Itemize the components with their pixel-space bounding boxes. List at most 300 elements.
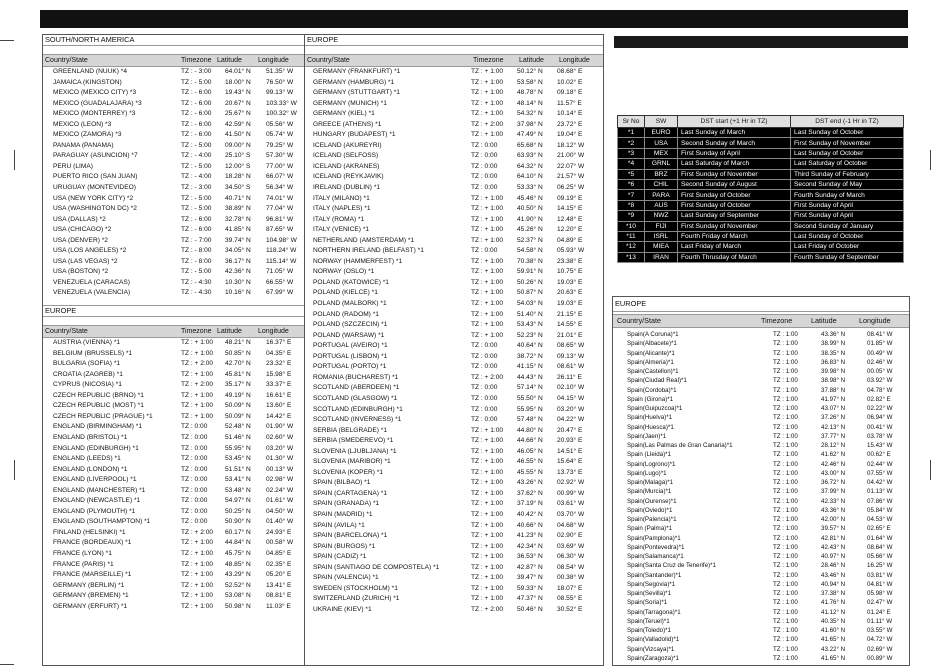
longitude-cell: 19.03° E <box>557 300 583 308</box>
longitude-cell: 05.56° W <box>266 120 294 128</box>
table-row <box>305 457 603 468</box>
timezone-cell: TZ : + 1:00 <box>471 532 504 540</box>
dst-start-cell: First Sunday of November <box>678 169 791 179</box>
timezone-cell: TZ : 1:00 <box>773 460 798 468</box>
table-row <box>305 162 603 173</box>
dst-end-cell: Last Friday of October <box>791 242 904 252</box>
country-cell: Spain(Santander)*1 <box>627 571 682 579</box>
longitude-cell: 100.32° W <box>266 110 297 118</box>
latitude-cell: 40.66° N <box>517 521 543 529</box>
timezone-cell: TZ : 1:00 <box>773 395 798 403</box>
longitude-cell: 19.03° E <box>557 278 583 286</box>
country-cell: GERMANY (FRANKFURT) *1 <box>313 68 401 75</box>
table-row <box>613 386 909 395</box>
latitude-cell: 09.00° N <box>225 141 251 149</box>
country-cell: GERMANY (KIEL) *1 <box>313 110 375 118</box>
country-cell: Spain(Huelva)*1 <box>627 414 673 422</box>
longitude-cell: 57.30° W <box>266 152 294 160</box>
country-cell: NORWAY (OSLO) *1 <box>313 268 375 276</box>
dst-sw-cell: PARA <box>645 190 678 200</box>
longitude-cell: 08.81° E <box>266 592 292 600</box>
timezone-cell: TZ : + 1:00 <box>471 215 504 223</box>
timezone-cell: TZ : 1:00 <box>773 608 798 616</box>
country-cell: Spain(Malaga)*1 <box>627 479 674 486</box>
country-cell: UKRAINE (KIEV) *1 <box>313 605 372 613</box>
longitude-cell: 08.68° E <box>557 68 583 75</box>
timezone-cell: TZ : 0:00 <box>181 444 208 452</box>
table-row <box>613 617 909 626</box>
dst-row <box>618 252 904 262</box>
table-row <box>43 257 305 268</box>
section-title-europe-mid: EUROPE <box>305 35 603 46</box>
longitude-cell: 00.99° W <box>557 489 585 497</box>
timezone-cell: TZ : + 1:00 <box>471 331 504 339</box>
longitude-cell: 96.81° W <box>266 215 294 223</box>
longitude-cell: 77.00° W <box>266 162 294 170</box>
latitude-cell: 57.14° N <box>517 384 543 392</box>
table-row <box>305 310 603 321</box>
country-cell: ICELAND (AKUREYRI) <box>313 141 382 149</box>
dst-srno-cell: *8 <box>618 200 645 210</box>
latitude-cell: 52.23° N <box>517 331 543 339</box>
longitude-cell: 01.40° W <box>266 518 294 526</box>
table-row <box>305 130 603 141</box>
table-row <box>613 524 909 533</box>
dst-row <box>618 159 904 169</box>
timezone-cell: TZ : + 1:00 <box>471 257 504 265</box>
dst-sw-cell: GRNL <box>645 159 678 169</box>
table-row <box>43 433 305 444</box>
latitude-cell: 45.26° N <box>517 226 543 234</box>
latitude-cell: 42.70° N <box>225 360 251 368</box>
timezone-cell: TZ : 1:00 <box>773 571 798 579</box>
latitude-cell: 43.26° N <box>517 479 543 487</box>
timezone-cell: TZ : - 5:00 <box>181 205 212 213</box>
country-cell: ENGLAND (EDINBURGH) *1 <box>53 444 139 452</box>
timezone-cell: TZ : + 1:00 <box>471 553 504 561</box>
country-cell: ROMANIA (BUCHAREST) *1 <box>313 373 399 381</box>
table-row <box>43 507 305 518</box>
country-cell: ENGLAND (SOUTHAMPTON) *1 <box>53 518 151 526</box>
table-row <box>43 570 305 581</box>
table-row <box>305 584 603 595</box>
timezone-cell: TZ : + 2:00 <box>471 120 504 128</box>
dst-srno-cell: *2 <box>618 138 645 148</box>
timezone-cell: TZ : 1:00 <box>773 358 798 366</box>
country-cell: POLAND (KATOWICE) *1 <box>313 278 389 286</box>
table-row <box>43 517 305 528</box>
table-row <box>305 215 603 226</box>
timezone-cell: TZ : + 1:00 <box>471 310 504 318</box>
timezone-cell: TZ : 0:00 <box>471 173 498 181</box>
country-cell: Spain(Las Palmas de Gran Canaria)*1 <box>627 442 733 449</box>
timezone-cell: TZ : + 1:00 <box>471 510 504 518</box>
header-timezone: Timezone <box>181 328 212 336</box>
table-row <box>613 561 909 570</box>
table-row <box>613 608 909 617</box>
country-cell: Spain(Oviedo)*1 <box>627 506 673 514</box>
latitude-cell: 45.46° N <box>517 194 543 202</box>
longitude-cell: 09.13° W <box>557 352 585 360</box>
table-row <box>613 580 909 589</box>
latitude-cell: 43.22° N <box>821 645 846 653</box>
table-row <box>43 204 305 215</box>
longitude-cell: 67.99° W <box>266 289 294 297</box>
country-cell: GERMANY (HAMBURG) *1 <box>313 78 395 86</box>
latitude-cell: 37.77° N <box>821 432 846 440</box>
timezone-cell: TZ : 1:00 <box>773 636 798 644</box>
country-cell: SCOTLAND (GLASGOW) *1 <box>313 394 398 402</box>
table-row <box>613 413 909 422</box>
country-cell: PORTUGAL (LISBON) *1 <box>313 352 388 360</box>
timezone-cell: TZ : - 8:00 <box>181 257 212 265</box>
country-cell: PORTUGAL (PORTO) *1 <box>313 363 387 371</box>
country-cell: Spain(Castellon)*1 <box>627 368 679 375</box>
longitude-cell: 00.89° W <box>867 654 893 662</box>
country-cell: ITALY (ROMA) *1 <box>313 215 365 223</box>
country-cell: Spain(Sevilla)*1 <box>627 590 672 597</box>
country-cell: SERBIA (SMEDEREVO) *1 <box>313 437 394 445</box>
country-cell: Spain(Zaragoza)*1 <box>627 654 679 662</box>
longitude-cell: 01.90° W <box>266 423 294 431</box>
timezone-cell: TZ : 1:00 <box>773 405 798 412</box>
country-cell: Spain(Almeria)*1 <box>627 358 674 366</box>
country-cell: GREECE (ATHENS) *1 <box>313 120 382 128</box>
country-cell: SCOTLAND (EDINBURGH) *1 <box>313 405 403 413</box>
longitude-cell: 115.14° W <box>266 257 297 265</box>
country-cell: Spain(Albacete)*1 <box>627 340 677 348</box>
country-cell: Spain(Pontevedra)*1 <box>627 543 685 551</box>
timezone-cell: TZ : 1:00 <box>773 497 798 505</box>
country-cell: Spain(Santa Cruz de Tenerife)*1 <box>627 562 716 570</box>
header-latitude: Latitude <box>519 57 544 64</box>
timezone-cell: TZ : + 1:00 <box>181 571 214 579</box>
country-cell: USA (WASHINGTON DC) *2 <box>53 205 137 213</box>
longitude-cell: 14.51° E <box>557 447 583 455</box>
country-cell: Spain(Ciudad Real)*1 <box>627 377 687 385</box>
timezone-cell: TZ : + 1:00 <box>181 370 214 378</box>
dst-sw-cell: IRAN <box>645 252 678 262</box>
timezone-cell: TZ : 1:00 <box>773 590 798 597</box>
timezone-cell: TZ : 0:00 <box>471 352 498 360</box>
table-row <box>43 183 305 194</box>
longitude-cell: 15.64° E <box>557 458 583 466</box>
country-cell: ENGLAND (LIVERPOOL) *1 <box>53 476 137 484</box>
country-cell: AUSTRIA (VIENNA) *1 <box>53 339 121 347</box>
table-row <box>613 635 909 644</box>
timezone-cell: TZ : + 1:00 <box>471 131 504 139</box>
dst-row <box>618 231 904 241</box>
dst-srno-cell: *4 <box>618 159 645 169</box>
dst-start-cell: Fourth Friday of March <box>678 231 791 241</box>
timezone-cell: TZ : 1:00 <box>773 617 798 625</box>
table-row <box>305 183 603 194</box>
table-row <box>305 288 603 299</box>
timezone-cell: TZ : + 1:00 <box>181 560 214 568</box>
latitude-cell: 55.50° N <box>517 394 543 402</box>
table-row <box>305 468 603 479</box>
table-row <box>613 376 909 385</box>
dst-header-srno: Sr No <box>618 116 645 128</box>
longitude-cell: 01.61° W <box>266 497 294 505</box>
dst-srno-cell: *12 <box>618 242 645 252</box>
timezone-cell: TZ : + 1:00 <box>471 458 504 466</box>
timezone-cell: TZ : 0:00 <box>181 486 208 494</box>
latitude-cell: 54.32° N <box>517 110 543 118</box>
longitude-cell: 118.24° W <box>266 247 297 255</box>
timezone-cell: TZ : + 1:00 <box>181 592 214 600</box>
longitude-cell: 02.69° W <box>867 645 893 653</box>
country-cell: Spain(Teruel)*1 <box>627 617 670 625</box>
latitude-cell: 43.29° N <box>225 571 251 579</box>
country-cell: BULGARIA (SOFIA) *1 <box>53 360 121 368</box>
left-panel <box>42 34 306 666</box>
latitude-cell: 40.97° N <box>821 553 846 560</box>
longitude-cell: 74.01° W <box>266 194 294 202</box>
latitude-cell: 43.07° N <box>821 405 846 412</box>
longitude-cell: 01.64° W <box>867 534 893 542</box>
timezone-cell: TZ : 0:00 <box>181 497 208 505</box>
dst-end-cell: Fourth Sunday of September <box>791 252 904 262</box>
table-row <box>43 225 305 236</box>
middle-panel <box>304 34 604 666</box>
longitude-cell: 20.63° E <box>557 289 583 297</box>
spain-panel <box>612 296 910 666</box>
table-row <box>43 560 305 571</box>
latitude-cell: 59.33° N <box>517 584 543 592</box>
timezone-cell: TZ : 0:00 <box>471 141 498 149</box>
table-row <box>613 450 909 459</box>
latitude-cell: 44.84° N <box>225 539 251 547</box>
latitude-cell: 54.97° N <box>225 497 251 505</box>
longitude-cell: 26.11° E <box>557 373 582 381</box>
section-title-europe-right: EUROPE <box>613 297 909 312</box>
longitude-cell: 12.48° E <box>557 215 583 223</box>
timezone-cell: TZ : + 1:00 <box>181 412 214 420</box>
header-country: Country/State <box>45 57 88 64</box>
country-cell: SPAIN (GRANADA) *1 <box>313 500 380 508</box>
section-title-americas: SOUTH/NORTH AMERICA <box>43 35 305 46</box>
timezone-cell: TZ : - 7:00 <box>181 236 212 244</box>
country-cell: MEXICO (MEXICO CITY) *3 <box>53 89 137 97</box>
country-cell: FRANCE (LYON) *1 <box>53 549 112 557</box>
longitude-cell: 09.18° E <box>557 89 583 97</box>
latitude-cell: 36.72° N <box>821 479 846 486</box>
table-row <box>43 267 305 278</box>
dst-end-cell: Last Saturday of October <box>791 159 904 169</box>
timezone-cell: TZ : - 6:00 <box>181 89 212 97</box>
longitude-cell: 18.07° E <box>557 584 583 592</box>
timezone-cell: TZ : 1:00 <box>773 331 798 338</box>
longitude-cell: 00.05° W <box>867 368 893 375</box>
longitude-cell: 76.50° W <box>266 78 294 86</box>
country-cell: ITALY (NAPLES) *1 <box>313 205 371 213</box>
longitude-cell: 16.61° E <box>266 391 292 399</box>
table-row <box>43 130 305 141</box>
timezone-cell: TZ : 1:00 <box>773 368 798 375</box>
latitude-cell: 46.55° N <box>517 458 543 466</box>
country-cell: GREENLAND (NUUK) *4 <box>53 68 128 75</box>
dst-sw-cell: CHIL <box>645 179 678 189</box>
timezone-cell: TZ : 1:00 <box>773 654 798 662</box>
timezone-cell: TZ : 1:00 <box>773 340 798 348</box>
country-cell: Spain(Vizcaya)*1 <box>627 645 675 653</box>
country-cell: Spain(Soria)*1 <box>627 599 668 607</box>
latitude-cell: 42.81° N <box>821 534 846 542</box>
longitude-cell: 07.86° W <box>867 497 893 505</box>
timezone-cell: TZ : + 1:00 <box>471 426 504 434</box>
dst-row <box>618 179 904 189</box>
latitude-cell: 43.36° N <box>821 331 846 338</box>
table-row <box>613 358 909 367</box>
dst-srno-cell: *3 <box>618 148 645 158</box>
latitude-cell: 43.00° N <box>821 469 846 477</box>
longitude-cell: 24.93° E <box>266 528 292 536</box>
latitude-cell: 57.48° N <box>517 416 543 424</box>
latitude-cell: 41.62° N <box>821 451 846 459</box>
longitude-cell: 21.57° W <box>557 173 585 181</box>
longitude-cell: 02.35° E <box>266 560 292 568</box>
timezone-cell: TZ : 0:00 <box>181 423 208 431</box>
table-row <box>43 349 305 360</box>
table-row <box>305 257 603 268</box>
country-cell: FRANCE (PARIS) *1 <box>53 560 114 568</box>
dst-start-cell: First Sunday of October <box>678 190 791 200</box>
longitude-cell: 01.24° E <box>867 608 891 616</box>
table-row <box>305 278 603 289</box>
timezone-cell: TZ : 0:00 <box>471 247 498 255</box>
timezone-cell: TZ : + 2:00 <box>181 381 214 389</box>
timezone-cell: TZ : + 1:00 <box>181 349 214 357</box>
dst-end-cell: First Sunday of April <box>791 211 904 221</box>
timezone-cell: TZ : 0:00 <box>471 152 498 160</box>
longitude-cell: 08.64° W <box>867 543 893 551</box>
timezone-cell: TZ : 0:00 <box>181 455 208 463</box>
latitude-cell: 41.76° N <box>821 599 846 607</box>
latitude-cell: 50.25° N <box>225 507 251 515</box>
country-cell: USA (LOS ANGELES) *2 <box>53 247 127 255</box>
country-cell: POLAND (WARSAW) *1 <box>313 331 385 339</box>
country-cell: FRANCE (MARSEILLE) *1 <box>53 571 132 579</box>
longitude-cell: 77.04° W <box>266 205 294 213</box>
country-cell: SPAIN (SANTIAGO DE COMPOSTELA) *1 <box>313 563 440 571</box>
timezone-cell: TZ : 1:00 <box>773 534 798 542</box>
country-cell: PANAMA (PANAMA) <box>53 141 114 149</box>
latitude-cell: 47.37° N <box>517 595 543 603</box>
table-row <box>613 469 909 478</box>
latitude-cell: 40.35° N <box>821 617 846 625</box>
latitude-cell: 19.43° N <box>225 89 251 97</box>
table-row <box>305 405 603 416</box>
dst-table <box>617 115 904 263</box>
table-row <box>43 370 305 381</box>
timezone-cell: TZ : - 8:00 <box>181 247 212 255</box>
longitude-cell: 51.35° W <box>266 68 294 75</box>
country-cell: PERU (LIMA) <box>53 162 93 170</box>
longitude-cell: 03.61° W <box>557 500 585 508</box>
table-row <box>43 486 305 497</box>
table-row <box>43 338 305 349</box>
longitude-cell: 15.43° W <box>867 442 893 449</box>
country-cell: Spain(Huesca)*1 <box>627 423 674 431</box>
table-row <box>43 162 305 173</box>
table-row <box>613 423 909 432</box>
table-row <box>613 349 909 358</box>
country-cell: PARAGUAY (ASUNCION) *7 <box>53 152 138 160</box>
timezone-cell: TZ : 0:00 <box>471 416 498 424</box>
timezone-cell: TZ : + 2:00 <box>471 373 504 381</box>
table-row <box>613 543 909 552</box>
table-row <box>43 78 305 89</box>
timezone-cell: TZ : 1:00 <box>773 506 798 514</box>
longitude-cell: 16.25° W <box>867 562 893 570</box>
table-row <box>305 552 603 563</box>
timezone-cell: TZ : 1:00 <box>773 377 798 385</box>
longitude-cell: 12.20° E <box>557 226 583 234</box>
latitude-cell: 54.03° N <box>517 300 543 308</box>
latitude-cell: 34.50° S <box>225 184 251 192</box>
timezone-cell: TZ : + 1:00 <box>471 300 504 308</box>
dst-sw-cell: ISRL <box>645 231 678 241</box>
timezone-cell: TZ : 0:00 <box>471 184 498 192</box>
latitude-cell: 65.68° N <box>517 141 543 149</box>
timezone-cell: TZ : 1:00 <box>773 414 798 422</box>
dst-start-cell: Last Sunday of September <box>678 211 791 221</box>
latitude-cell: 46.05° N <box>517 447 543 455</box>
timezone-cell: TZ : + 1:00 <box>181 339 214 347</box>
longitude-cell: 02.92° W <box>557 479 585 487</box>
timezone-cell: TZ : 1:00 <box>773 553 798 560</box>
longitude-cell: 87.65° W <box>266 226 294 234</box>
longitude-cell: 02.65° E <box>867 525 891 533</box>
country-cell: FRANCE (BORDEAUX) *1 <box>53 539 132 547</box>
latitude-cell: 35.17° N <box>225 381 251 389</box>
latitude-cell: 44.66° N <box>517 437 543 445</box>
crop-mark <box>930 150 931 170</box>
longitude-cell: 01.85° W <box>867 340 893 348</box>
table-row <box>305 573 603 584</box>
table-row <box>305 362 603 373</box>
crop-mark <box>14 150 15 170</box>
longitude-cell: 03.81° W <box>867 571 893 579</box>
table-row <box>305 341 603 352</box>
dst-srno-cell: *6 <box>618 179 645 189</box>
latitude-cell: 37.19° N <box>517 500 543 508</box>
country-cell: SERBIA (BELGRADE) *1 <box>313 426 388 434</box>
country-cell: POLAND (RADOM) *1 <box>313 310 379 318</box>
timezone-cell: TZ : + 1:00 <box>181 602 214 610</box>
longitude-cell: 11.57° E <box>557 99 582 107</box>
longitude-cell: 05.20° E <box>266 571 292 579</box>
longitude-cell: 05.74° W <box>266 131 294 139</box>
latitude-cell: 42.87° N <box>517 563 543 571</box>
longitude-cell: 03.78° W <box>867 432 893 440</box>
country-cell: Spain(Salamanca)*1 <box>627 553 684 560</box>
latitude-cell: 43.46° N <box>821 571 846 579</box>
longitude-cell: 04.15° W <box>557 394 585 402</box>
table-row <box>43 236 305 247</box>
country-cell: USA (DENVER) *2 <box>53 236 108 244</box>
latitude-cell: 54.58° N <box>517 247 543 255</box>
table-row <box>43 194 305 205</box>
table-row <box>613 589 909 598</box>
timezone-cell: TZ : + 1:00 <box>471 521 504 529</box>
latitude-cell: 51.51° N <box>225 465 251 473</box>
dst-start-cell: Last Saturday of March <box>678 159 791 169</box>
dst-sw-cell: NWZ <box>645 211 678 221</box>
country-cell: MEXICO (ZAMORA) *3 <box>53 131 122 139</box>
latitude-cell: 41.12° N <box>821 608 846 616</box>
